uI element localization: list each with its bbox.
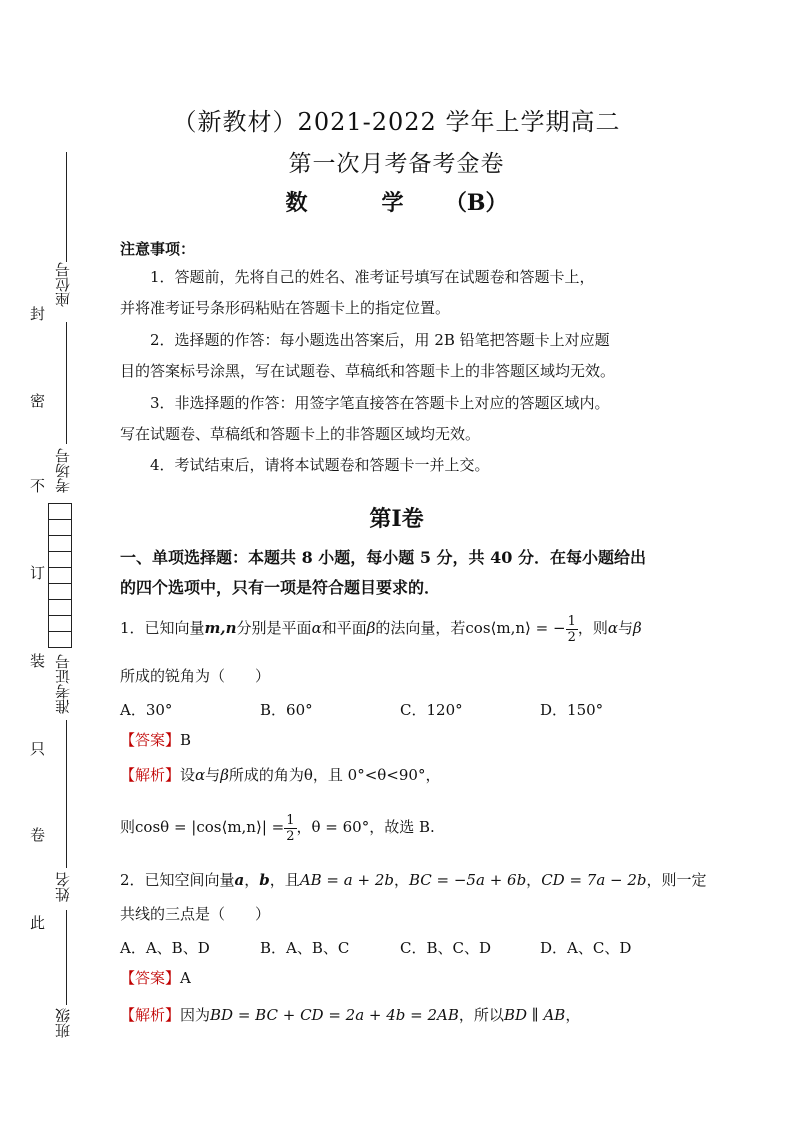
- q1-answer-tag: 【答案】: [120, 731, 181, 749]
- q2-ab-expr: AB = a + 2b: [299, 871, 394, 889]
- q1-analysis-c: 则: [120, 818, 136, 836]
- q2-option-b: B．A、B、C: [260, 939, 350, 957]
- q2-analysis-tag: 【解析】: [120, 1006, 181, 1024]
- q2-cd-expr: CD = 7a − 2b: [541, 871, 647, 889]
- seat-number-label: 座位号: [54, 262, 72, 307]
- q1-option-a: A．30°: [120, 701, 173, 719]
- q1-analysis-line1: [120, 760, 680, 790]
- exam-title-line1: （新教材）2021-2022 学年上学期高二: [172, 108, 621, 136]
- name-label: 姓名: [54, 872, 72, 902]
- q1-text-b: 分别是平面: [236, 619, 312, 637]
- q2-analysis-expr: BD = BC + CD = 2a + 4b = 2AB: [210, 1006, 459, 1024]
- seal-char-3: 不: [30, 477, 46, 495]
- q2-analysis-c: ，: [565, 1006, 581, 1024]
- subject-name: 数 学: [285, 190, 430, 216]
- q1-analysis-yu: 与: [205, 766, 221, 784]
- q2-option-c: C．B、C、D: [400, 939, 492, 957]
- q2-vec-b: b: [259, 871, 270, 889]
- notice-item-2a: 2．选择题的作答：每小题选出答案后，用 2B 铅笔把答题卡上对应题: [150, 331, 610, 349]
- exam-title-line2: 第一次月考备考金卷: [288, 151, 505, 177]
- q1-analysis-cos: cosθ = |cos⟨m,n⟩| =: [135, 818, 285, 836]
- notice-item-4: 4．考试结束后，请将本试题卷和答题卡一并上交。: [150, 456, 490, 474]
- q2-analysis-line1: [120, 1000, 680, 1030]
- ticket-number-label: 准考证号: [54, 654, 72, 714]
- section-heading-line1: 一、单项选择题：本题共 8 小题，每小题 5 分，共 40 分．在每小题给出: [120, 548, 646, 567]
- seal-char-6: 只: [30, 740, 46, 758]
- q1-option-d: D．150°: [540, 701, 604, 719]
- q1-option-b: B．60°: [260, 701, 313, 719]
- notice-item-3a: 3．非选择题的作答：用签字笔直接答在答题卡上对应的答题区域内。: [150, 394, 610, 412]
- q1-analysis-d: ，θ = 60°，故选 B.: [296, 818, 435, 836]
- class-label: 班级: [54, 1008, 72, 1038]
- q2-answer: [120, 963, 680, 993]
- q1-vectors: m,n: [204, 619, 237, 637]
- q2-sep-3: ，: [526, 871, 542, 889]
- binding-line-name: [66, 720, 67, 868]
- q2-analysis-par: BD ∥ AB: [503, 1006, 566, 1024]
- q1-fraction: [566, 614, 578, 645]
- q1-option-c: C．120°: [400, 701, 463, 719]
- section-heading-line2: 的四个选项中，只有一项是符合题目要求的．: [120, 578, 441, 597]
- q1-alpha: α: [311, 619, 322, 637]
- seal-char-5: 装: [30, 652, 46, 670]
- q2-sep: ，: [244, 871, 260, 889]
- q1-answer-value: B: [180, 731, 192, 749]
- q2-answer-value: A: [180, 969, 191, 987]
- subject-title: [0, 186, 793, 217]
- q1-text-e: ，则: [577, 619, 608, 637]
- exam-room-label: 考场号: [54, 448, 72, 493]
- paper-variant: （B）: [444, 190, 508, 216]
- binding-line-class: [66, 910, 67, 1005]
- q1-beta: β: [366, 619, 376, 637]
- q1-analysis-alpha: α: [195, 766, 206, 784]
- q2-answer-tag: 【答案】: [120, 969, 181, 987]
- q2-sep-2: ，: [393, 871, 409, 889]
- q1-frac-num: 1: [567, 613, 576, 629]
- q1-stem-line1: [120, 613, 680, 645]
- q2-text-b: ，且: [269, 871, 300, 889]
- q2-stem-line1: [120, 865, 707, 895]
- q1-alpha-2: α: [607, 619, 619, 637]
- q1-analysis-tag: 【解析】: [120, 766, 181, 784]
- q1-analysis-a: 设: [180, 766, 196, 784]
- seal-char-1: 封: [30, 305, 46, 323]
- q2-text-a: 2．已知空间向量: [120, 871, 235, 889]
- q1-stem-line2: 所成的锐角为（ ）: [120, 667, 271, 685]
- seal-char-7: 卷: [30, 826, 46, 844]
- q1-analysis-fraction: [284, 813, 296, 844]
- q1-beta-2: β: [633, 619, 642, 637]
- q2-analysis-b: ，所以: [458, 1006, 504, 1024]
- q1-text-c: 和平面: [321, 619, 367, 637]
- notice-item-2b: 目的答案标号涂黑，写在试题卷、草稿纸和答题卡上的非答题区域均无效。: [120, 362, 616, 380]
- q1-cos-expr: cos⟨m,n⟩ = −: [465, 619, 566, 637]
- q2-stem-line2: 共线的三点是（ ）: [120, 905, 271, 923]
- q2-vec-a: a: [234, 871, 245, 889]
- notice-item-1a: 1．答题前，先将自己的姓名、准考证号填写在试题卷和答题卡上，: [150, 268, 595, 286]
- volume-title: 第Ⅰ卷: [369, 506, 424, 532]
- q1-answer: [120, 725, 680, 755]
- notice-heading: 注意事项：: [120, 240, 196, 258]
- seal-char-2: 密: [30, 392, 46, 410]
- q1-analysis-frac-num: 1: [286, 812, 295, 828]
- notice-item-3b: 写在试题卷、草稿纸和答题卡上的非答题区域均无效。: [120, 425, 481, 443]
- q2-option-a: A．A、B、D: [120, 939, 210, 957]
- q1-analysis-frac-den: 2: [286, 828, 295, 844]
- q1-text-d: 的法向量，若: [375, 619, 466, 637]
- q1-analysis-line2: [120, 812, 680, 844]
- q2-text-c: ，则一定: [646, 871, 707, 889]
- seal-char-4: 订: [30, 564, 46, 582]
- binding-line-room: [66, 322, 67, 444]
- q1-frac-den: 2: [567, 629, 576, 645]
- q1-analysis-b: 所成的角为θ，且 0°<θ<90°，: [228, 766, 441, 784]
- q1-text-f: 与: [618, 619, 634, 637]
- q1-text-a: 1．已知向量: [120, 619, 205, 637]
- notice-item-1b: 并将准考证号条形码粘贴在答题卡上的指定位置。: [120, 299, 451, 317]
- q1-analysis-beta: β: [220, 766, 229, 784]
- q2-bc-expr: BC = −5a + 6b: [408, 871, 527, 889]
- q2-option-d: D．A、C、D: [540, 939, 632, 957]
- q2-analysis-a: 因为: [180, 1006, 211, 1024]
- seal-char-8: 此: [30, 914, 46, 932]
